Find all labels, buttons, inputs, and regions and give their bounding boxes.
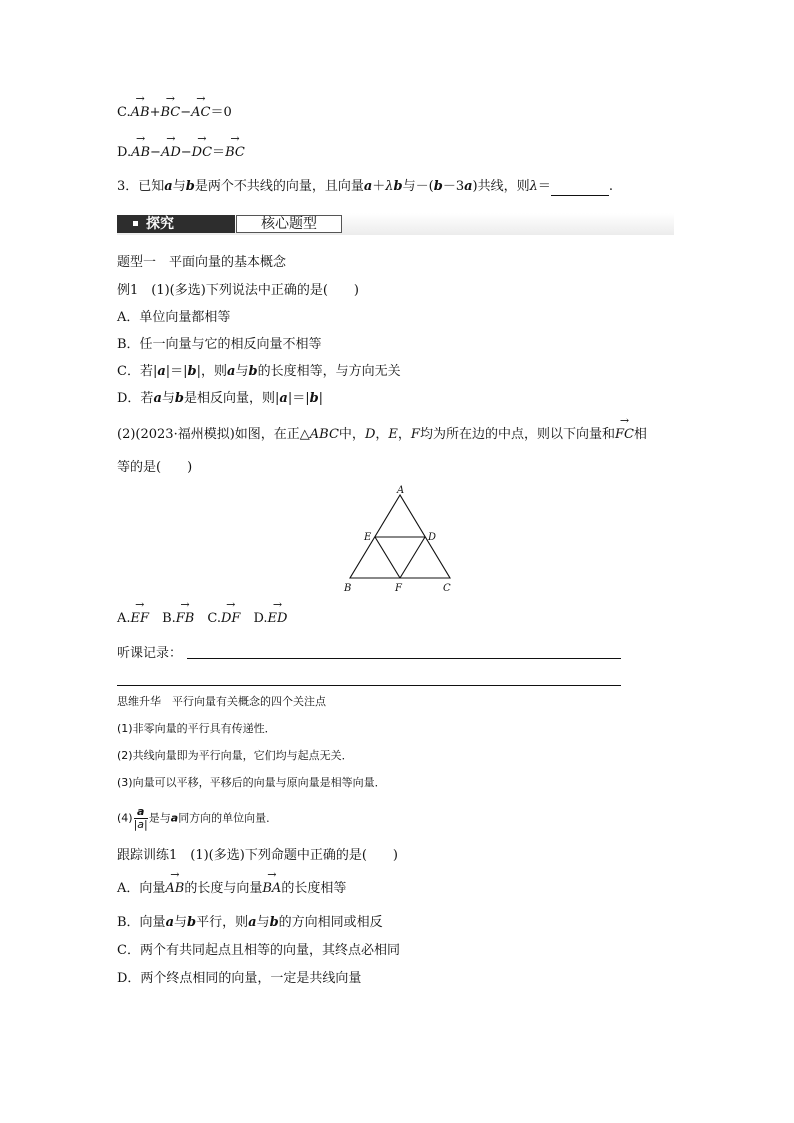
example1-option-d: D．若a与b是相反向量，则|a|＝|b| xyxy=(117,391,324,406)
label-d: D xyxy=(428,532,437,543)
thinking-title: 思维升华 平行向量有关概念的四个关注点 xyxy=(117,695,326,708)
track1-option-c: C．两个有共同起点且相等的向量，其终点必相同 xyxy=(117,943,400,958)
notes-line-2 xyxy=(117,685,621,686)
section-label-explore: 探究 xyxy=(117,215,235,233)
example1-option-a: A．单位向量都相等 xyxy=(117,310,231,325)
triangle-figure xyxy=(335,480,465,598)
option-c: C.→ AB+→ BC−→ AC＝0 xyxy=(117,104,232,122)
type1-title: 题型一 平面向量的基本概念 xyxy=(117,255,287,270)
answer-blank xyxy=(551,182,609,196)
label-b: B xyxy=(344,583,352,594)
label-f: F xyxy=(395,583,402,594)
example1-part2-options: A.→ EF B.→ FB C.→ DF D.→ ED xyxy=(117,610,287,628)
example1-option-c: C．若|a|＝|b|，则a与b的长度相等，与方向无关 xyxy=(117,364,401,379)
track1-stem: 跟踪训练1 (1)(多选)下列命题中正确的是( ) xyxy=(117,848,398,863)
track1-option-b: B．向量a与b平行，则a与b的方向相同或相反 xyxy=(117,915,383,930)
thinking-point-1: (1)非零向量的平行具有传递性． xyxy=(117,722,276,735)
segment-df xyxy=(400,537,425,578)
example1-part2-stem-line2: 等的是( ) xyxy=(117,460,193,475)
section-label-core: 核心题型 xyxy=(236,215,342,233)
label-e: E xyxy=(364,532,372,543)
notes-label: 听课记录： xyxy=(117,646,183,661)
track1-option-a: A．向量→ AB的长度与向量→ BA的长度相等 xyxy=(117,880,346,898)
example1-part2-stem: (2)(2023·福州模拟)如图，在正△ABC中，D，E，F均为所在边的中点，则以下向量和→ FC相 xyxy=(117,426,647,444)
segment-ef xyxy=(375,537,400,578)
label-c: C xyxy=(443,583,451,594)
label-a: A xyxy=(397,485,405,496)
example1-stem: 例1 (1)(多选)下列说法中正确的是( ) xyxy=(117,283,359,298)
thinking-point-2: (2)共线向量即为平行向量，它们均与起点无关． xyxy=(117,749,353,762)
square-bullet-icon xyxy=(133,221,138,226)
fraction-unit-vector: $\frac{a}{|a|}$ xyxy=(133,805,148,831)
question-3: 3．已知a与b是两个不共线的向量，且向量a＋λb与－(b－3a)共线，则λ＝ . xyxy=(117,179,614,194)
track1-option-d: D．两个终点相同的向量，一定是共线向量 xyxy=(117,971,362,986)
thinking-point-3: (3)向量可以平移，平移后的向量与原向量是相等向量． xyxy=(117,776,386,789)
notes-line-1 xyxy=(187,658,621,659)
option-d: D.→ AB−→ AD−→ DC＝→ BC xyxy=(117,144,245,162)
example1-option-b: B．任一向量与它的相反向量不相等 xyxy=(117,337,322,352)
thinking-point-4: (4) $\frac{a}{|a|}$ 是与a同方向的单位向量． xyxy=(117,805,278,831)
